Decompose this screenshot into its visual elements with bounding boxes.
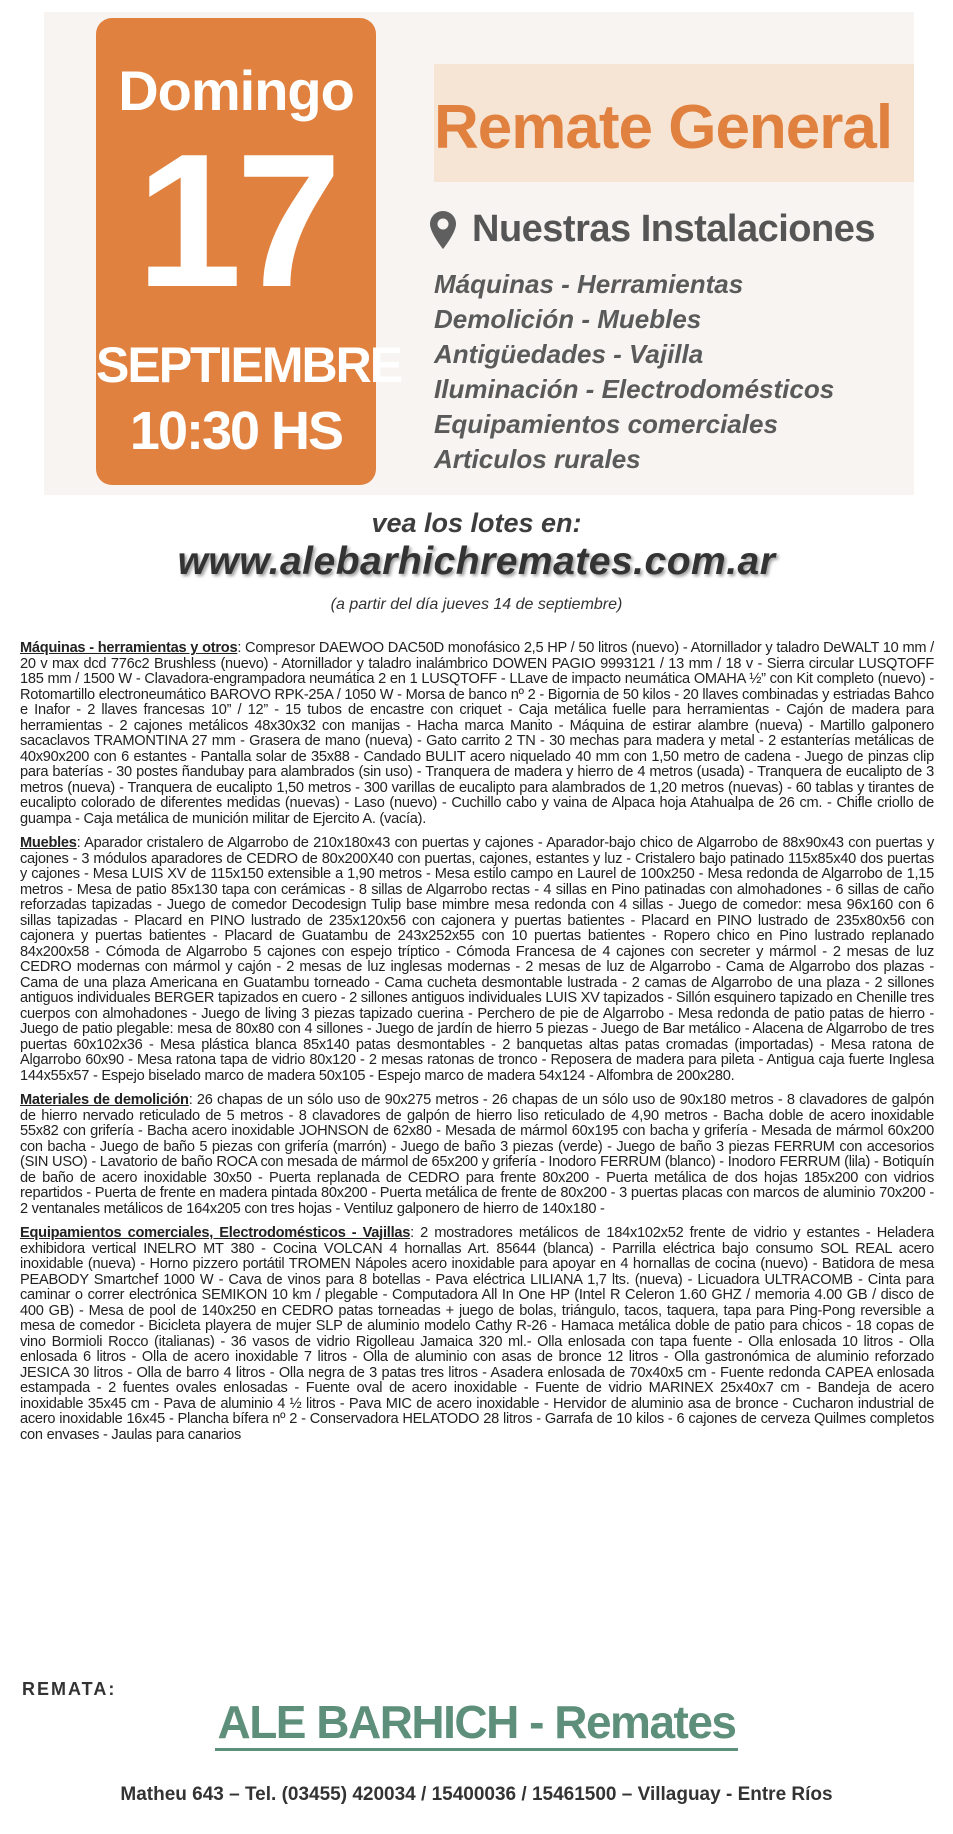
date-month: SEPTIEMBRE bbox=[96, 337, 402, 393]
section-text: 26 chapas de un sólo uso de 90x275 metros - 26 chapas de un sólo uso de 90x180 metros - 8 clavadores de galpón de hierro nervado reticulado de 5 metros - 8 clavadores de galpón de hierro liso reticulado de 4,90 metros - Bacha doble de acero inoxidable 55x82 con grifería - Bacha acero inoxidable JOHNSON de 62x80 - Mesada de mármol 60x195 con bacha y grifería - Mesada de mármol 60x200 con bacha - Juego de baño 5 piezas con grifería (marrón) - Juego de baño 3 piezas (verde) - Juego de baño 3 piezas FERRUM con accesorios (SIN USO) - Lavatorio de baño ROCA con mesada de mármol de 65x200 y grifería - Inodoro FERRUM (blanco) - Inodoro FERRUM (lila) - Botiquín de baño de acero inoxidable 30x50 - Puerta replanada de CEDRO para frente 80x200 - Puerta metálica de dos hojas 185x200 con vidrios repartidos - Puerta de frente en madera pintada 80x200 - Puerta metálica de frente de 80x200 - 3 puertas placas con marcos de aluminio 70x200 - 2 ventanales metálicos de 164x205 con tres hojas - Ventiluz galponero de hierro de 140x180 - bbox=[20, 1092, 935, 1217]
section-title: Equipamientos comerciales, Electrodomésticos - Vajillas bbox=[20, 1225, 411, 1241]
section-text: 2 mostradores metálicos de 184x102x52 frente de vidrio y estantes - Heladera exhibidora vertical INELRO MT 380 - Cocina VOLCAN 4 hornallas Art. 85644 (blanca) - Parrilla eléctrica bajo consumo SOL REAL acero inoxidable (nueva) - Horno pizzero portátil TROMEN Nápoles acero inoxidable para apoyar en 4 hornallas de cocina (nuevo) - Batidora de mesa PEABODY Smartchef 1000 W - Cava de vinos para 8 botellas - Pava eléctrica LILIANA 1,7 lts. (nueva) - Licuadora ULTRACOMB - Cinta para caminar o correr electrónica SEMIKON 10 km / plegable - Computadora All In One HP (Intel R Celeron 1.60 GHZ / memoria 4.00 GB / disco de 400 GB) - Mesa de pool de 140x250 en CEDRO patas torneadas + juego de bolas, triángulo, tacos, taquera, tapa para Ping-Pong reversible a mesa de comedor - Bicicleta playera de mujer SLP de aluminio modelo Cathy R-26 - Hamaca metálica doble de patio para chicos - 18 copas de vino Bormioli Rocco (italianas) - 36 vasos de vidrio Rigolleau Jamaica 320 ml.- Olla enlosada con tapa fuente - Olla enlosada 10 litros - Olla enlosada 6 litros - Olla de acero inoxidable 7 litros - Olla de aluminio con asas de bronce 12 litros - Olla gastronómica de aluminio reforzado JESICA 30 litros - Olla de barro 4 litros - Olla negra de 3 patas tres litros - Asadera enlosada de 70x40x5 cm - Fuente redonda CAPEA enlosada estampada - 2 fuentes ovales enlosadas - Fuente oval de acero inoxidable - Fuente de vidrio MARINEX 25x40x7 cm - Bandeja de acero inoxidable 35x45 cm - Pava de aluminio 4 ½ litros - Pava MIC de acero inoxidable - Hervidor de aluminio asa de bronce - Cucharon industrial de acero inoxidable 16x45 - Plancha bífera nº 2 - Conservadora HELATODO 28 litros - Garrafa de 10 kilos - 6 cajones de cerveza Quilmes completos con envases - Jaulas para canarios bbox=[20, 1225, 934, 1443]
lots-availability-note: (a partir del día jueves 14 de septiembre) bbox=[330, 596, 623, 613]
category-list bbox=[434, 267, 834, 477]
category-item: Antigüedades - Vajilla bbox=[434, 339, 704, 369]
date-box bbox=[96, 18, 402, 485]
location-text: Nuestras Instalaciones bbox=[472, 208, 875, 250]
category-item: Articulos rurales bbox=[434, 444, 641, 474]
category-item: Demolición - Muebles bbox=[434, 304, 702, 334]
section-title: Muebles bbox=[20, 835, 77, 851]
header-banner bbox=[44, 12, 914, 495]
brand-logo bbox=[0, 1696, 953, 1751]
date-day-number: 17 bbox=[136, 115, 336, 327]
section-text: Aparador cristalero de Algarrobo de 210x180x43 con puertas y cajones - Aparador-bajo chico de Algarrobo de 88x90x43 con puertas y cajones - 3 módulos aparadores de CEDRO de 80x200X40 con puertas, cajones, estantes y luz - Cristalero bajo patinado 115x85x40 dos puertas y cajones - Mesa LUIS XV de 115x150 extensible a 1,90 metros - Mesa estilo campo en Laurel de 100x250 - Mesa redonda de Algarrobo de 1,15 metros - Mesa de patio 85x130 tapa con cerámicas - 8 sillas de Algarrobo rectas - 4 sillas en Pino patinadas con almohadones - 6 sillas de caño reforzadas tapizadas - Juego de comedor Decodesign Tulip base mimbre mesa redonda con 4 sillas - Juego de comedor: mesa 96x160 con 6 sillas tapizadas - Placard en PINO lustrado de 235x120x56 con cajonera y puertas batientes - Placard en PINO lustrado de 235x80x56 con cajonera y puertas batientes - Placard de Guatambu de 243x252x55 con 10 puertas batientes - Ropero chico en Pino lustrado replanado 84x200x58 - Cómoda de Algarrobo 5 cajones con espejo tríptico - Cómoda Francesa de 4 cajones con secreter y mármol - 2 mesas de luz CEDRO modernas con mármol y cajón - 2 mesas de luz inglesas modernas - 2 mesas de luz de Algarrobo - Cama de Algarrobo dos plazas - Cama de una plaza Americana en Guatambu torneado - Cama cucheta desmontable lustrada - 2 camas de Algarrobo de una plaza - 2 sillones antiguos individuales BERGER tapizados en cuero - 2 sillones antiguos individuales LUIS XV tapizados - Sillón esquinero tapizado en Chenille tres cuerpos con almohadones - Juego de living 3 piezas tapizado cuerina - Perchero de pie de Algarrobo - Mesa redonda de patio patas de hierro - Juego de patio plegable: mesa de 80x80 con 4 sillones - Juego de jardín de hierro 5 piezas - Juego de Bar metálico - Alacena de Algarrobo de tres puertas 60x102x36 - Mesa plástica blanca 85x140 patas desmontables - 2 banquetas altas patas cromadas (importadas) - Mesa ratona de Algarrobo 60x90 - Mesa ratona tapa de vidrio 80x120 - 2 mesas ratonas de tronco - Reposera de madera para pileta - Antigua caja fuerte Inglesa 144x55x57 - Espejo biselado marco de madera 50x105 - Espejo marco de madera 54x124 - Alfombra de 200x280. bbox=[20, 835, 934, 1084]
category-item: Iluminación - Electrodomésticos bbox=[434, 374, 835, 404]
category-item: Máquinas - Herramientas bbox=[434, 269, 744, 299]
event-title: Remate General bbox=[434, 93, 893, 162]
section-title: Máquinas - herramientas y otros bbox=[20, 640, 238, 656]
date-day-label: Domingo bbox=[118, 59, 354, 122]
location-line bbox=[430, 208, 875, 251]
lots-intro: vea los lotes en: bbox=[371, 508, 582, 538]
section-text: Compresor DAEWOO DAC50D monofásico 2,5 HP / 50 litros (nuevo) - Atornillador y taladro DeWALT 10 mm / 20 v max dcd 776c2 Brushless (nuevo) - Atornillador y taladro inalámbrico DOWEN PAGIO 9993121 / 13 mm / 18 v - Sierra circular LUSQTOFF 185 mm / 1500 W - Clavadora-engrampadora neumática 2 en 1 LUSQTOFF - LLave de impacto neumática OMAHA ½” con Kit completo (nuevo) - Rotomartillo electroneumático BAROVO RPK-25A / 1050 W - Morsa de banco nº 2 - Bigornia de 50 kilos - 20 llaves combinadas y estriadas Bahco e Inafor - 2 llaves francesas 10” / 12” - 15 tubos de encastre con criquet - Caja metálica fuelle para herramientas - Cajón de madera para herramientas - 2 cajones metálicos 48x30x32 con manijas - Hacha marca Manito - Máquina de estirar alambre (nueva) - Martillo galponero sacaclavos TRAMONTINA 27 mm - Grasera de mano (nueva) - Gato carrito 2 TN - 30 mechas para madera y metal - 2 estanterías metálicas de 40x90x200 con 6 estantes - Pantalla solar de 35x88 - Candado BULIT acero niquelado 40 mm con 1,50 metro de cadena - Juego de pinzas clip para baterías - 30 postes ñandubay para alambrados (sin uso) - Tranquera de madera y hierro de 4 metros (usada) - Tranquera de eucalipto de 3 metros (nueva) - Tranquera de eucalipto 1,50 metros - 300 varillas de eucalipto para alambrados de 1,20 metros (nuevas) - 60 tablas y tirantes de eucalipto colorado de diferentes medidas (nuevas) - Laso (nuevo) - Cuchillo cabo y vaina de Alpaca hoja Atahualpa de 26 cm. - Chifle criollo de guampa - Caja metálica de munición militar de Ejercito A. (vacía). bbox=[20, 640, 934, 827]
category-item: Equipamientos comerciales bbox=[434, 409, 778, 439]
contact-line: Matheu 643 – Tel. (03455) 420034 / 15400036 / 15461500 – Villaguay - Entre Ríos bbox=[120, 1784, 833, 1805]
section-paragraph: Equipamientos comerciales, Electrodomésticos - Vajillas: 2 mostradores metálicos de 184x102x52 frente de vidrio y estantes - Heladera exhibidora vertical INELRO MT 380 - Cocina VOLCAN 4 hornallas Art. 85644 (blanca) - Parrilla eléctrica bajo consumo SOL REAL acero inoxidable (nueva) - Horno pizzero portátil TROMEN Nápoles acero inoxidable para apoyar en 4 hornallas de cocina (nuevo) - Batidora de mesa PEABODY Smartchef 1000 W - Cava de vinos para 8 botellas - Pava eléctrica LILIANA 1,7 lts. (nueva) - Licuadora ULTRACOMB - Cinta para caminar o correr electrónica SEMIKON 10 km / plegable - Computadora All In One HP (Intel R Celeron 1.60 GHZ / memoria 4.00 GB / disco de 400 GB) - Mesa de pool de 140x250 en CEDRO patas torneadas + juego de bolas, triángulo, tacos, taquera, tapa para Ping-Pong reversible a mesa de comedor - Bicicleta playera de mujer SLP de aluminio modelo Cathy R-26 - Hamaca metálica doble de patio para chicos - 18 copas de vino Bormioli Rocco (italianas) - 36 vasos de vidrio Rigolleau Jamaica 320 ml.- Olla enlosada con tapa fuente - Olla enlosada 10 litros - Olla enlosada 6 litros - Olla de acero inoxidable 7 litros - Olla de aluminio con asas de bronce 12 litros - Olla gastronómica de aluminio reforzado JESICA 30 litros - Olla de barro 4 litros - Olla negra de 3 patas tres litros - Asadera enlosada de 70x40x5 cm - Fuente redonda CAPEA enlosada estampada - 2 fuentes ovales enlosadas - Fuente oval de acero inoxidable - Fuente de vidrio MARINEX 25x40x7 cm - Bandeja de acero inoxidable 35x45 cm - Pava de aluminio 4 ½ litros - Pava MIC de acero inoxidable - Hervidor de aluminio asa de bronce - Cucharon industrial de acero inoxidable 16x45 - Plancha bífera nº 2 - Conservadora HELATODO 28 litros - Garrafa de 10 kilos - 6 cajones de cerveza Quilmes completos con envases - Jaulas para canarios bbox=[20, 1225, 934, 1443]
map-pin-icon bbox=[430, 211, 456, 249]
brand-name: ALE BARHICH - Remates bbox=[215, 1696, 737, 1751]
date-time: 10:30 HS bbox=[129, 401, 343, 461]
section-paragraph: Muebles: Aparador cristalero de Algarrobo de 210x180x43 con puertas y cajones - Aparador-bajo chico de Algarrobo de 88x90x43 con puertas y cajones - 3 módulos aparadores de CEDRO de 80x200X40 con puertas, cajones, estantes y luz - Cristalero bajo patinado 115x85x40 dos puertas y cajones - Mesa LUIS XV de 115x150 extensible a 1,90 metros - Mesa estilo campo en Laurel de 100x250 - Mesa redonda de Algarrobo de 1,15 metros - Mesa de patio 85x130 tapa con cerámicas - 8 sillas de Algarrobo rectas - 4 sillas en Pino patinadas con almohadones - 6 sillas de caño reforzadas tapizadas - Juego de comedor Decodesign Tulip base mimbre mesa redonda con 4 sillas - Juego de comedor: mesa 96x160 con 6 sillas tapizadas - Placard en PINO lustrado de 235x120x56 con cajonera y puertas batientes - Placard en PINO lustrado de 235x80x56 con cajonera y puertas batientes - Placard de Guatambu de 243x252x55 con 10 puertas batientes - Ropero chico en Pino lustrado replanado 84x200x58 - Cómoda de Algarrobo 5 cajones con espejo tríptico - Cómoda Francesa de 4 cajones con secreter y mármol - 2 mesas de luz CEDRO modernas con mármol y cajón - 2 mesas de luz inglesas modernas - 2 mesas de luz de Algarrobo - Cama de Algarrobo dos plazas - Cama de una plaza Americana en Guatambu torneado - Cama cucheta desmontable lustrada - 2 camas de Algarrobo de una plaza - 2 sillones antiguos individuales BERGER tapizados en cuero - 2 sillones antiguos individuales LUIS XV tapizados - Sillón esquinero tapizado en Chenille tres cuerpos con almohadones - Juego de living 3 piezas tapizado cuerina - Perchero de pie de Algarrobo - Mesa redonda de patio patas de hierro - Juego de patio plegable: mesa de 80x80 con 4 sillones - Juego de jardín de hierro 5 piezas - Juego de Bar metálico - Alacena de Algarrobo de tres puertas 60x102x36 - Mesa plástica blanca 85x140 patas desmontables - 2 banquetas altas patas cromadas (importadas) - Mesa ratona de Algarrobo 60x90 - Mesa ratona tapa de vidrio 80x120 - 2 mesas ratonas de tronco - Reposera de madera para pileta - Antigua caja fuerte Inglesa 144x55x57 - Espejo biselado marco de madera 50x105 - Espejo marco de madera 54x124 - Alfombra de 200x280. bbox=[20, 835, 934, 1084]
section-title: Materiales de demolición bbox=[20, 1092, 189, 1108]
lots-url-link[interactable]: www.alebarhichremates.com.ar bbox=[177, 540, 776, 583]
section-paragraph: Máquinas - herramientas y otros: Compresor DAEWOO DAC50D monofásico 2,5 HP / 50 litros (nuevo) - Atornillador y taladro DeWALT 10 mm / 20 v max dcd 776c2 Brushless (nuevo) - Atornillador y taladro inalámbrico DOWEN PAGIO 9993121 / 13 mm / 18 v - Sierra circular LUSQTOFF 185 mm / 1500 W - Clavadora-engrampadora neumática 2 en 1 LUSQTOFF - LLave de impacto neumática OMAHA ½” con Kit completo (nuevo) - Rotomartillo electroneumático BAROVO RPK-25A / 1050 W - Morsa de banco nº 2 - Bigornia de 50 kilos - 20 llaves combinadas y estriadas Bahco e Inafor - 2 llaves francesas 10” / 12” - 15 tubos de encastre con criquet - Caja metálica fuelle para herramientas - Cajón de madera para herramientas - 2 cajones metálicos 48x30x32 con manijas - Hacha marca Manito - Máquina de estirar alambre (nueva) - Martillo galponero sacaclavos TRAMONTINA 27 mm - Grasera de mano (nueva) - Gato carrito 2 TN - 30 mechas para madera y metal - 2 estanterías metálicas de 40x90x200 con 6 estantes - Pantalla solar de 35x88 - Candado BULIT acero niquelado 40 mm con 1,50 metro de cadena - Juego de pinzas clip para baterías - 30 postes ñandubay para alambrados (sin uso) - Tranquera de madera y hierro de 4 metros (usada) - Tranquera de eucalipto de 3 metros (nueva) - Tranquera de eucalipto 1,50 metros - 300 varillas de eucalipto para alambrados de 1,20 metros (nuevas) - 60 tablas y tirantes de eucalipto colorado de diferentes medidas (nuevas) - Laso (nuevo) - Cuchillo cabo y vaina de Alpaca hoja Atahualpa de 26 cm. - Chifle criollo de guampa - Caja metálica de munición militar de Ejercito A. (vacía). bbox=[20, 640, 934, 827]
lot-description bbox=[20, 641, 934, 1452]
remata-label: REMATA: bbox=[22, 1679, 117, 1699]
section-paragraph: Materiales de demolición: 26 chapas de un sólo uso de 90x275 metros - 26 chapas de un sólo uso de 90x180 metros - 8 clavadores de galpón de hierro nervado reticulado de 5 metros - 8 clavadores de galpón de hierro liso reticulado de 4,90 metros - Bacha doble de acero inoxidable 55x82 con grifería - Bacha acero inoxidable JOHNSON de 62x80 - Mesada de mármol 60x195 con bacha y grifería - Mesada de mármol 60x200 con bacha - Juego de baño 5 piezas con grifería (marrón) - Juego de baño 3 piezas (verde) - Juego de baño 3 piezas FERRUM con accesorios (SIN USO) - Lavatorio de baño ROCA con mesada de mármol de 65x200 y grifería - Inodoro FERRUM (blanco) - Inodoro FERRUM (lila) - Botiquín de baño de acero inoxidable 30x50 - Puerta replanada de CEDRO para frente 80x200 - Puerta metálica de dos hojas 185x200 con vidrios repartidos - Puerta de frente en madera pintada 80x200 - Puerta metálica de frente de 80x200 - 3 puertas placas con marcos de aluminio 70x200 - 2 ventanales metálicos de 164x205 con tres hojas - Ventiluz galponero de hierro de 140x180 - bbox=[20, 1092, 935, 1217]
